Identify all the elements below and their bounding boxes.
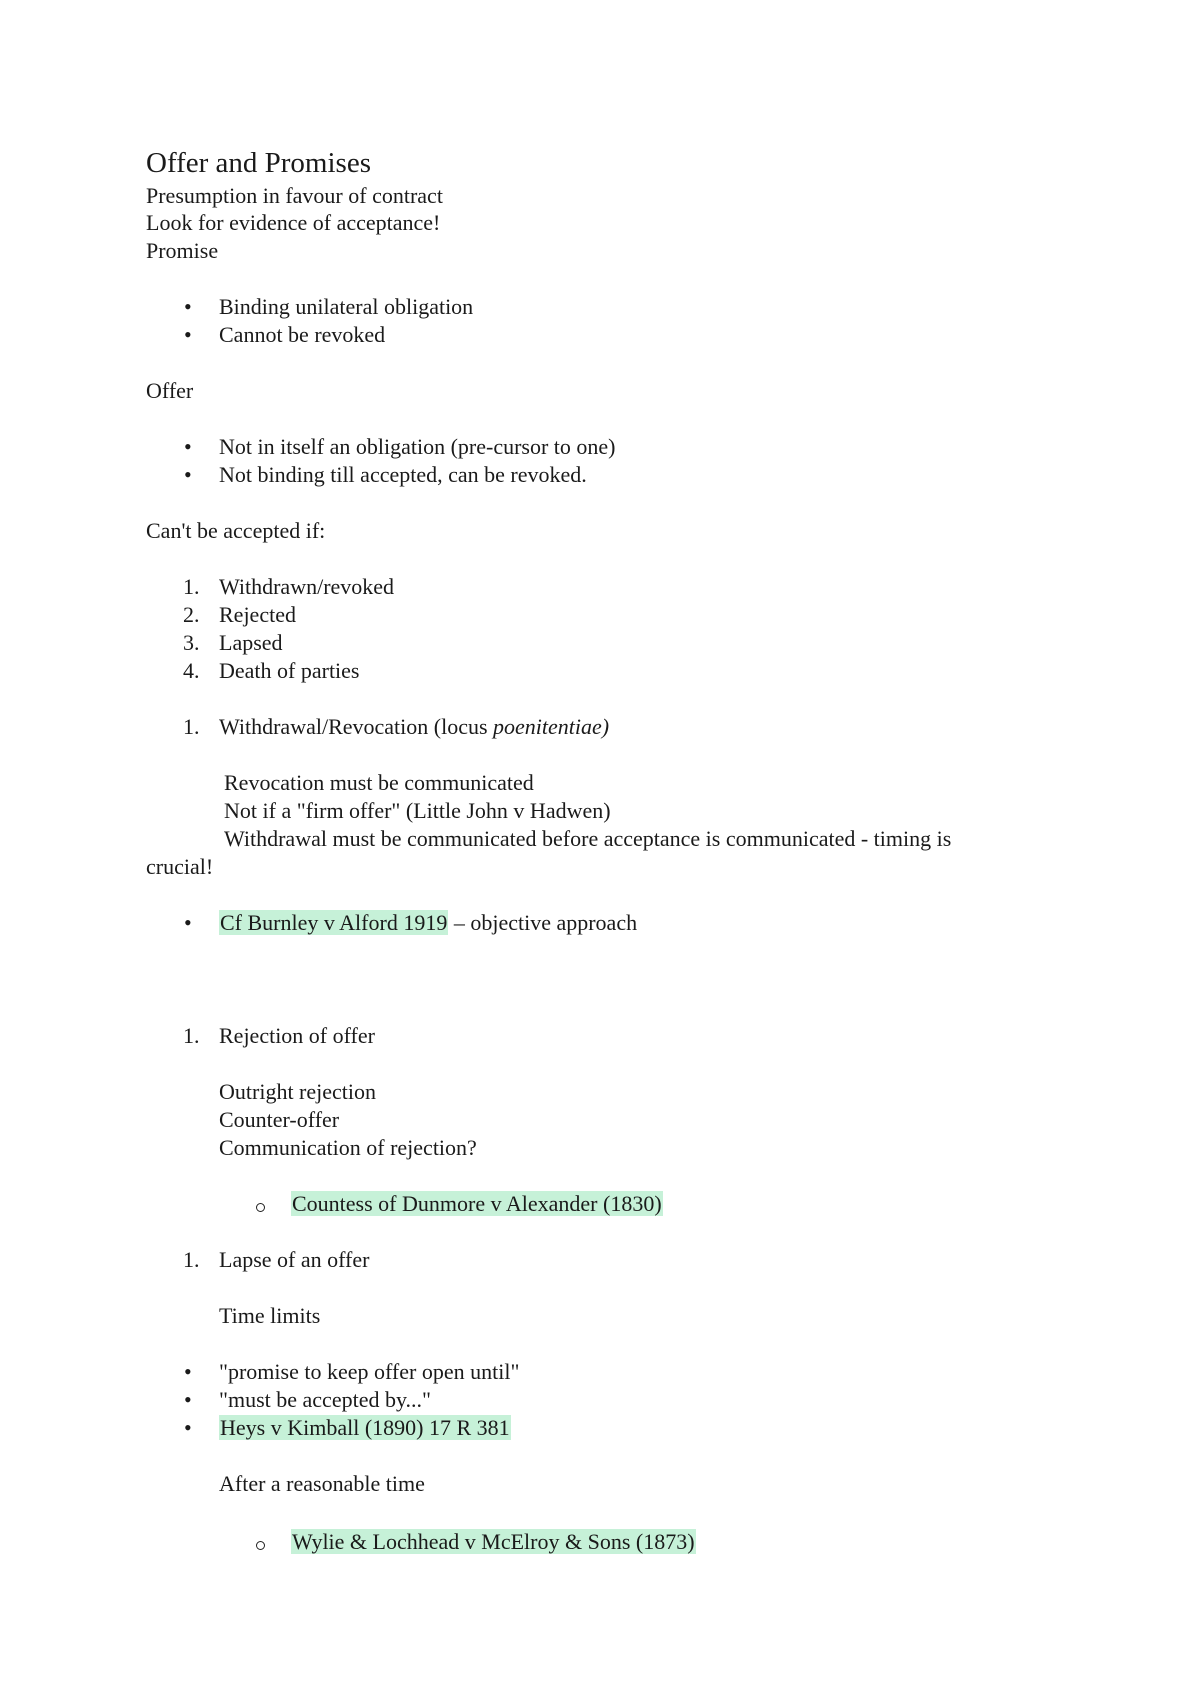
list-item: Not binding till accepted, can be revoked. bbox=[219, 462, 587, 487]
bullet-icon: • bbox=[184, 1387, 192, 1412]
section-heading: Can't be accepted if: bbox=[146, 518, 326, 543]
note-line: Revocation must be communicated bbox=[224, 770, 534, 795]
case-reference bbox=[291, 1191, 663, 1217]
section-heading: Lapse of an offer bbox=[219, 1247, 370, 1272]
list-item: Not in itself an obligation (pre-cursor to one) bbox=[219, 434, 616, 459]
list-item: Rejected bbox=[219, 602, 296, 627]
note-line: Outright rejection bbox=[219, 1079, 377, 1104]
list-item: Death of parties bbox=[219, 658, 360, 683]
bullet-icon: • bbox=[184, 294, 192, 319]
case-reference bbox=[219, 910, 637, 936]
section-heading: Rejection of offer bbox=[219, 1023, 375, 1048]
list-item: Binding unilateral obligation bbox=[219, 294, 474, 319]
bullet-icon: • bbox=[184, 462, 192, 487]
intro-line: Promise bbox=[146, 238, 219, 263]
highlighted-case: Heys v Kimball (1890) 17 R 381 bbox=[220, 1415, 510, 1440]
case-reference bbox=[219, 1415, 511, 1441]
list-number: 1. bbox=[183, 574, 200, 599]
bullet-icon: • bbox=[184, 910, 192, 935]
note-line: Withdrawal must be communicated before acceptance is communicated - timing is bbox=[224, 826, 952, 851]
bullet-icon: • bbox=[184, 1415, 192, 1440]
note-line: Not if a "firm offer" (Little John v Hadwen) bbox=[224, 798, 611, 823]
note-line: Counter-offer bbox=[219, 1107, 340, 1132]
page-title: Offer and Promises bbox=[146, 147, 371, 179]
list-number: 3. bbox=[183, 630, 200, 655]
intro-line: Look for evidence of acceptance! bbox=[146, 210, 441, 235]
highlighted-case: Cf Burnley v Alford 1919 bbox=[220, 910, 448, 935]
list-item: Cannot be revoked bbox=[219, 322, 386, 347]
section-heading: Offer bbox=[146, 378, 194, 403]
note-line: After a reasonable time bbox=[219, 1471, 425, 1496]
case-note: – objective approach bbox=[448, 910, 638, 935]
list-number: 1. bbox=[183, 1023, 200, 1048]
bullet-icon: • bbox=[184, 434, 192, 459]
highlighted-case: Wylie & Lochhead v McElroy & Sons (1873) bbox=[292, 1529, 695, 1554]
bullet-icon: • bbox=[184, 1359, 192, 1384]
list-number: 1. bbox=[183, 714, 200, 739]
circle-bullet-icon bbox=[256, 1203, 265, 1212]
intro-line: Presumption in favour of contract bbox=[146, 183, 443, 208]
note-line: Time limits bbox=[219, 1303, 321, 1328]
list-number: 2. bbox=[183, 602, 200, 627]
case-reference bbox=[291, 1529, 696, 1555]
note-line: Communication of rejection? bbox=[219, 1135, 477, 1160]
heading-italic: poenitentiae) bbox=[493, 714, 610, 739]
list-item: "promise to keep offer open until" bbox=[219, 1359, 520, 1384]
heading-text: Withdrawal/Revocation (locus bbox=[219, 714, 494, 739]
list-item: Lapsed bbox=[219, 630, 283, 655]
note-line: crucial! bbox=[146, 854, 214, 879]
highlighted-case: Countess of Dunmore v Alexander (1830) bbox=[292, 1191, 662, 1216]
section-heading bbox=[219, 714, 609, 740]
circle-bullet-icon bbox=[256, 1541, 265, 1550]
bullet-icon: • bbox=[184, 322, 192, 347]
list-number: 4. bbox=[183, 658, 200, 683]
list-item: Withdrawn/revoked bbox=[219, 574, 395, 599]
list-item: "must be accepted by..." bbox=[219, 1387, 432, 1412]
list-number: 1. bbox=[183, 1247, 200, 1272]
